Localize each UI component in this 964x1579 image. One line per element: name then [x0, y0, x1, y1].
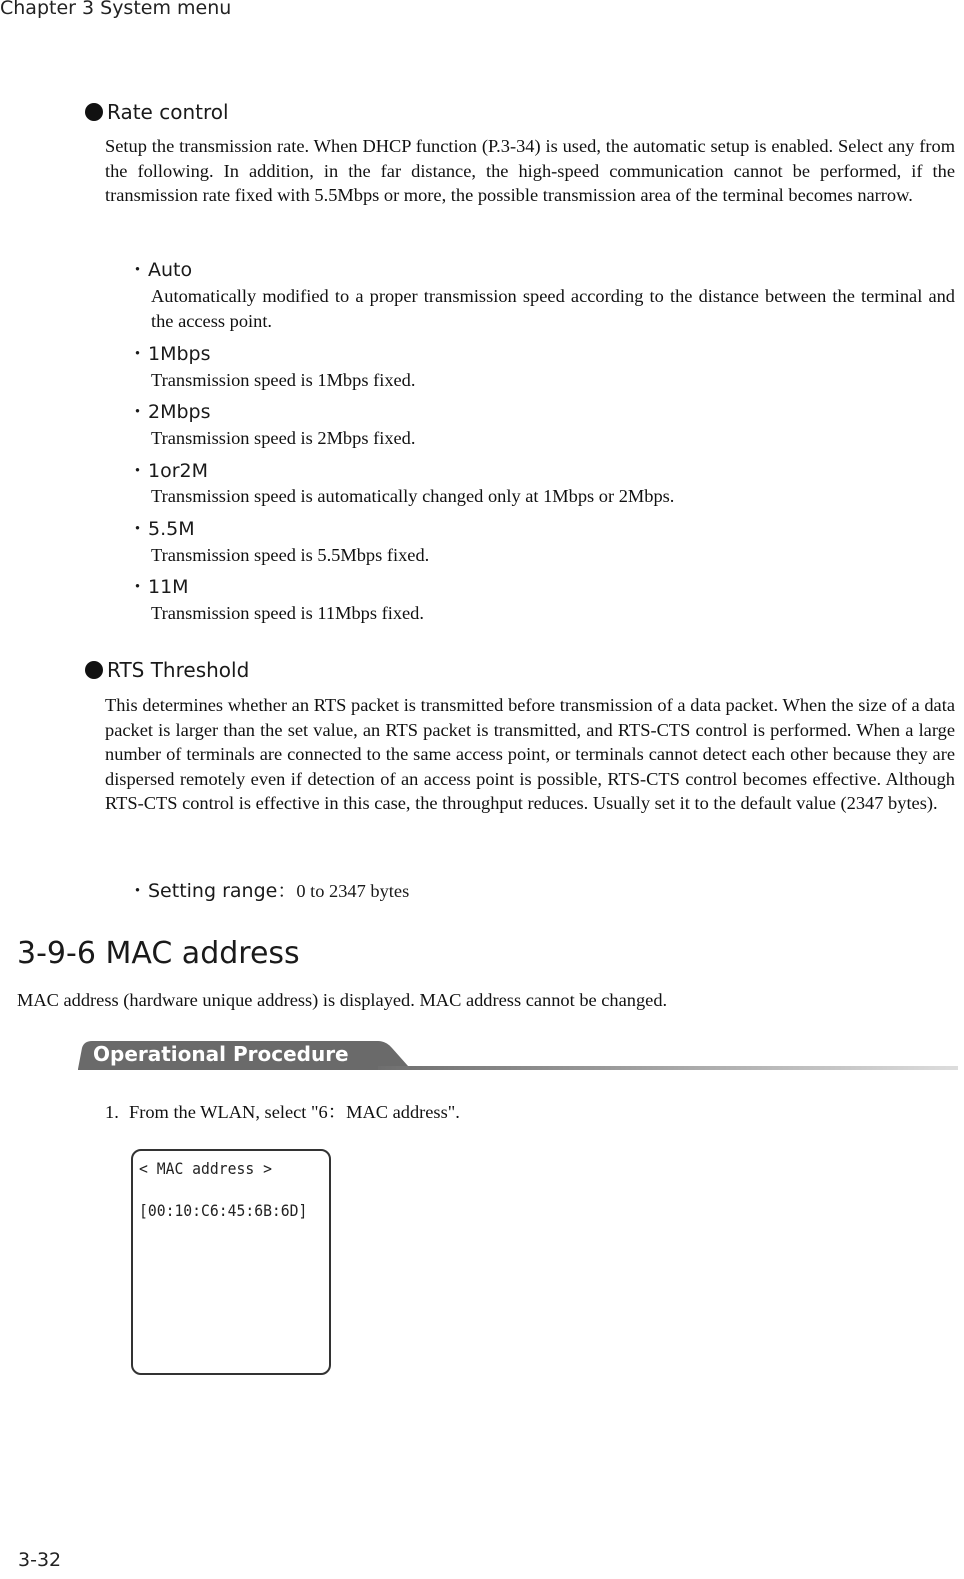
- chapter-header: Chapter 3 System menu: [0, 0, 232, 19]
- option-label: ・2Mbps: [128, 401, 211, 423]
- option-label: ・1or2M: [128, 460, 209, 482]
- option-label: ・Auto: [128, 259, 193, 281]
- terminal-screen: [131, 1149, 331, 1375]
- procedure-label: Operational Procedure: [93, 1042, 349, 1066]
- page-number: 3-32: [18, 1549, 62, 1571]
- option-description: Automatically modified to a proper transmission speed according to the distance between the terminal and the access point.: [151, 286, 955, 331]
- step-text: From the WLAN, select "6：MAC address".: [129, 1102, 460, 1122]
- rate-control-heading-text: Rate control: [107, 100, 229, 124]
- screen-title: < MAC address >: [139, 1159, 272, 1178]
- step-number: 1.: [105, 1102, 119, 1122]
- option-label: ・5.5M: [128, 518, 195, 540]
- rts-threshold-description: This determines whether an RTS packet is transmitted before transmission of a data packet. When the size of a data packet is larger than the set value, an RTS packet is transmitted, and RTS-CTS control is performed. When a large number of terminals are connected to the same access point, or terminals cannot detect each other because they are dispersed remotely even if detection of an access point is possible, RTS-CTS control becomes effective. Although RTS-CTS control is effective in this case, the throughput reduces. Usually set it to the default value (2347 bytes).: [105, 695, 955, 814]
- mac-address-description: MAC address (hardware unique address) is displayed. MAC address cannot be changed.: [17, 990, 668, 1010]
- rts-threshold-heading-text: RTS Threshold: [107, 658, 250, 682]
- setting-range-label: Setting range：: [148, 880, 297, 902]
- setting-range-value: 0 to 2347 bytes: [296, 881, 410, 901]
- rate-control-heading: [85, 100, 229, 124]
- mac-address-value: [00:10:C6:45:6B:6D]: [139, 1201, 308, 1220]
- option-description: Transmission speed is 5.5Mbps fixed.: [151, 545, 430, 565]
- option-label: ・11M: [128, 576, 189, 598]
- option-label: ・1Mbps: [128, 343, 211, 365]
- option-description: Transmission speed is 11Mbps fixed.: [151, 603, 424, 623]
- option-description: Transmission speed is 2Mbps fixed.: [151, 428, 416, 448]
- bullet-icon: [85, 103, 103, 121]
- section-title: 3-9-6 MAC address: [17, 936, 300, 971]
- option-description: Transmission speed is 1Mbps fixed.: [151, 370, 416, 390]
- procedure-step: [105, 1098, 460, 1124]
- option-description: Transmission speed is automatically changed only at 1Mbps or 2Mbps.: [151, 486, 675, 506]
- setting-range: ・Setting range：0 to 2347 bytes: [128, 880, 410, 902]
- bullet-icon: [85, 661, 103, 679]
- rate-control-description: Setup the transmission rate. When DHCP function (P.3-34) is used, the automatic setup is enabled. Select any from the following. In addition, in the far distance, the high-speed communication cannot be performed, if the transmission rate fixed with 5.5Mbps or more, the possible transmission area of the terminal becomes narrow.: [105, 136, 955, 206]
- rts-threshold-heading: [85, 658, 249, 682]
